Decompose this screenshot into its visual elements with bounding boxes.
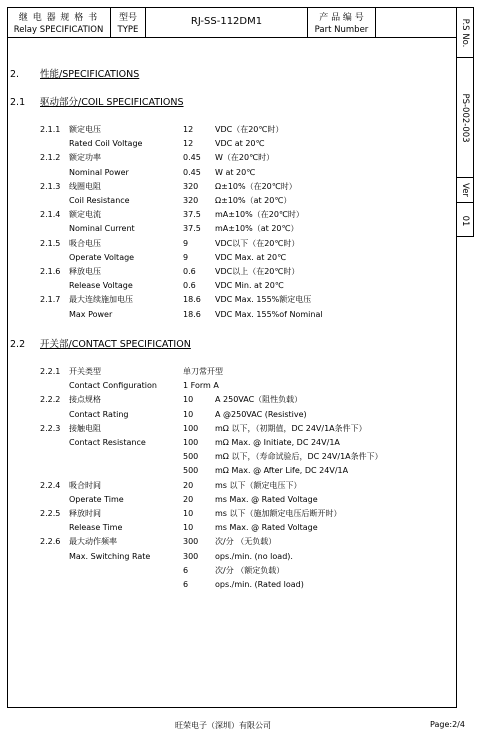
row-label: 吸合电压 xyxy=(69,238,101,248)
row-value: 320 xyxy=(183,196,199,205)
row-label: 额定功率 xyxy=(69,153,101,163)
row-value: 9 xyxy=(183,252,189,262)
row-unit: ops./min. (no load). xyxy=(215,551,293,561)
row-unit: ms 以下（额定电压下） xyxy=(215,480,302,490)
row-unit: VDC（在20℃时） xyxy=(215,125,284,134)
row-number: 2.2.5 xyxy=(40,509,61,518)
row-label: Max. Switching Rate xyxy=(69,551,151,561)
row-unit: 次/分 （无负载） xyxy=(215,537,277,547)
row-value: 0.6 xyxy=(183,281,196,291)
section-2-title: 性能/SPECIFICATIONS xyxy=(40,69,140,80)
row-unit: mA±10%（at 20℃） xyxy=(215,224,299,234)
doc-title-cn: 继 电 器 规 格 书 xyxy=(18,13,99,23)
row-value: 6 xyxy=(183,580,189,589)
row-value: 320 xyxy=(183,181,199,191)
row-unit: mΩ Max. @ After Life, DC 24V/1A xyxy=(215,466,349,476)
row-value: 12 xyxy=(183,125,194,134)
row-label: Release Voltage xyxy=(69,281,133,291)
row-label: Rated Coil Voltage xyxy=(69,139,143,149)
row-unit: VDC Min. at 20℃ xyxy=(215,281,284,291)
row-unit: VDC以上（在20℃时） xyxy=(215,267,300,276)
row-value: 300 xyxy=(183,537,199,547)
page-number: Page:2/4 xyxy=(430,720,465,729)
row-unit: mΩ 以下，（初期值，DC 24V/1A条件下） xyxy=(215,423,367,433)
document-frame xyxy=(7,7,457,708)
row-unit: VDC Max. at 20℃ xyxy=(215,252,287,262)
company-name: 旺荣电子（深圳）有限公司 xyxy=(175,721,271,730)
row-value: 20 xyxy=(183,480,194,490)
row-label: 额定电压 xyxy=(69,125,101,134)
row-value: 10 xyxy=(183,523,194,533)
row-unit: mΩ Max. @ Initiate, DC 24V/1A xyxy=(215,438,340,447)
doc-number: PS-002-003 xyxy=(460,92,470,143)
row-unit: A 250VAC（阻性负载） xyxy=(215,395,303,405)
row-label: Max Power xyxy=(69,309,113,319)
section-2-2-number: 2.2 xyxy=(10,339,26,350)
row-value: 500 xyxy=(183,452,199,462)
row-number: 2.1.4 xyxy=(40,210,61,220)
ver-label-cell xyxy=(457,178,473,203)
row-value: 1 Form A xyxy=(183,381,219,391)
row-value: 37.5 xyxy=(183,210,201,220)
row-number: 2.2.4 xyxy=(40,480,61,490)
row-value: 6 xyxy=(183,565,189,575)
row-label: Contact Configuration xyxy=(69,381,157,391)
row-label: Coil Resistance xyxy=(69,196,130,205)
row-value: 18.6 xyxy=(183,309,201,319)
model-cell xyxy=(146,7,308,37)
type-label-cn: 型号 xyxy=(118,13,137,23)
row-label: Operate Time xyxy=(69,494,124,504)
row-label: 接点规格 xyxy=(69,395,101,405)
section-2-number: 2. xyxy=(10,69,20,80)
row-number: 2.1.5 xyxy=(40,238,61,248)
row-number: 2.1.1 xyxy=(40,125,61,134)
row-value: 300 xyxy=(183,551,199,561)
row-unit: W（在20℃时） xyxy=(215,153,275,163)
row-number: 2.1.6 xyxy=(40,267,61,276)
doc-title-en: Relay SPECIFICATION xyxy=(13,25,104,35)
row-label: Contact Resistance xyxy=(69,438,146,447)
row-number: 2.1.3 xyxy=(40,181,61,191)
type-label-en: TYPE xyxy=(117,25,139,35)
row-label: 最大连续施加电压 xyxy=(69,295,133,305)
part-label-cn: 产 品 编 号 xyxy=(319,13,364,23)
row-value: 0.6 xyxy=(183,267,196,276)
row-unit: Ω±10%（在20℃时） xyxy=(215,181,297,191)
row-label: Release Time xyxy=(69,523,123,533)
row-number: 2.2.2 xyxy=(40,395,61,405)
row-value: 10 xyxy=(183,509,194,518)
row-unit: ms Max. @ Rated Voltage xyxy=(215,523,318,533)
row-label: Operate Voltage xyxy=(69,252,135,262)
row-unit: VDC Max. 155%of Nominal xyxy=(215,309,323,319)
row-label: 最大动作频率 xyxy=(69,537,117,547)
version-number: 01 xyxy=(460,215,470,226)
row-label: 吸合时间 xyxy=(69,480,101,490)
row-unit: mΩ 以下，（寿命试验后，DC 24V/1A条件下） xyxy=(215,452,383,462)
section-2-2-title: 开关部/CONTACT SPECIFICATION xyxy=(40,339,191,350)
row-value: 单刀常开型 xyxy=(183,367,223,376)
row-value: 500 xyxy=(183,466,199,476)
row-number: 2.2.3 xyxy=(40,423,61,433)
psno-label: P.S No. xyxy=(460,18,470,47)
row-value: 12 xyxy=(183,139,194,149)
section-2-1-title: 驱动部分/COIL SPECIFICATIONS xyxy=(40,97,184,108)
row-label: Contact Rating xyxy=(69,409,129,419)
psno-cell xyxy=(457,8,473,58)
part-number-cell xyxy=(308,7,376,37)
row-label: 释放电压 xyxy=(69,267,101,276)
row-number: 2.1.2 xyxy=(40,153,61,163)
part-label-en: Part Number xyxy=(314,25,369,35)
row-label: 释放时间 xyxy=(69,509,101,518)
row-unit: Ω±10%（at 20℃） xyxy=(215,196,292,205)
row-value: 100 xyxy=(183,423,199,433)
row-value: 10 xyxy=(183,409,194,419)
title-cell xyxy=(7,7,111,37)
ver-cell xyxy=(457,203,473,238)
row-label: 线圈电阻 xyxy=(69,181,101,191)
row-value: 10 xyxy=(183,395,194,405)
row-label: 额定电流 xyxy=(69,210,101,220)
side-tab xyxy=(457,7,474,237)
row-unit: ms Max. @ Rated Voltage xyxy=(215,494,318,504)
title-block xyxy=(7,7,457,38)
row-value: 18.6 xyxy=(183,295,201,305)
row-unit: 次/分 （额定负载） xyxy=(215,565,285,575)
row-label: Nominal Current xyxy=(69,224,135,234)
row-unit: mA±10%（在20℃时） xyxy=(215,210,304,220)
row-label: Nominal Power xyxy=(69,167,129,177)
row-value: 0.45 xyxy=(183,153,201,163)
row-label: 开关类型 xyxy=(69,367,101,376)
row-unit: ops./min. (Rated load) xyxy=(215,580,304,589)
row-number: 2.2.1 xyxy=(40,367,61,376)
row-number: 2.1.7 xyxy=(40,295,61,305)
row-number: 2.2.6 xyxy=(40,537,61,547)
row-value: 37.5 xyxy=(183,224,201,234)
version-label: Ver xyxy=(460,183,470,197)
row-unit: VDC at 20℃ xyxy=(215,139,265,149)
model-number: RJ-SS-112DM1 xyxy=(190,16,263,27)
row-value: 100 xyxy=(183,438,199,447)
row-unit: A @250VAC (Resistive) xyxy=(215,409,307,419)
row-value: 20 xyxy=(183,494,194,504)
row-unit: W at 20℃ xyxy=(215,167,256,177)
row-unit: VDC以下（在20℃时） xyxy=(215,238,300,248)
row-unit: VDC Max. 155%额定电压 xyxy=(215,295,312,305)
section-2-1-number: 2.1 xyxy=(10,97,26,108)
row-unit: ms 以下（施加额定电压后断开时） xyxy=(215,509,342,518)
row-label: 接触电阻 xyxy=(69,423,101,433)
doc-number-cell xyxy=(457,58,473,178)
type-cell xyxy=(111,7,146,37)
row-value: 0.45 xyxy=(183,167,201,177)
row-value: 9 xyxy=(183,238,189,248)
